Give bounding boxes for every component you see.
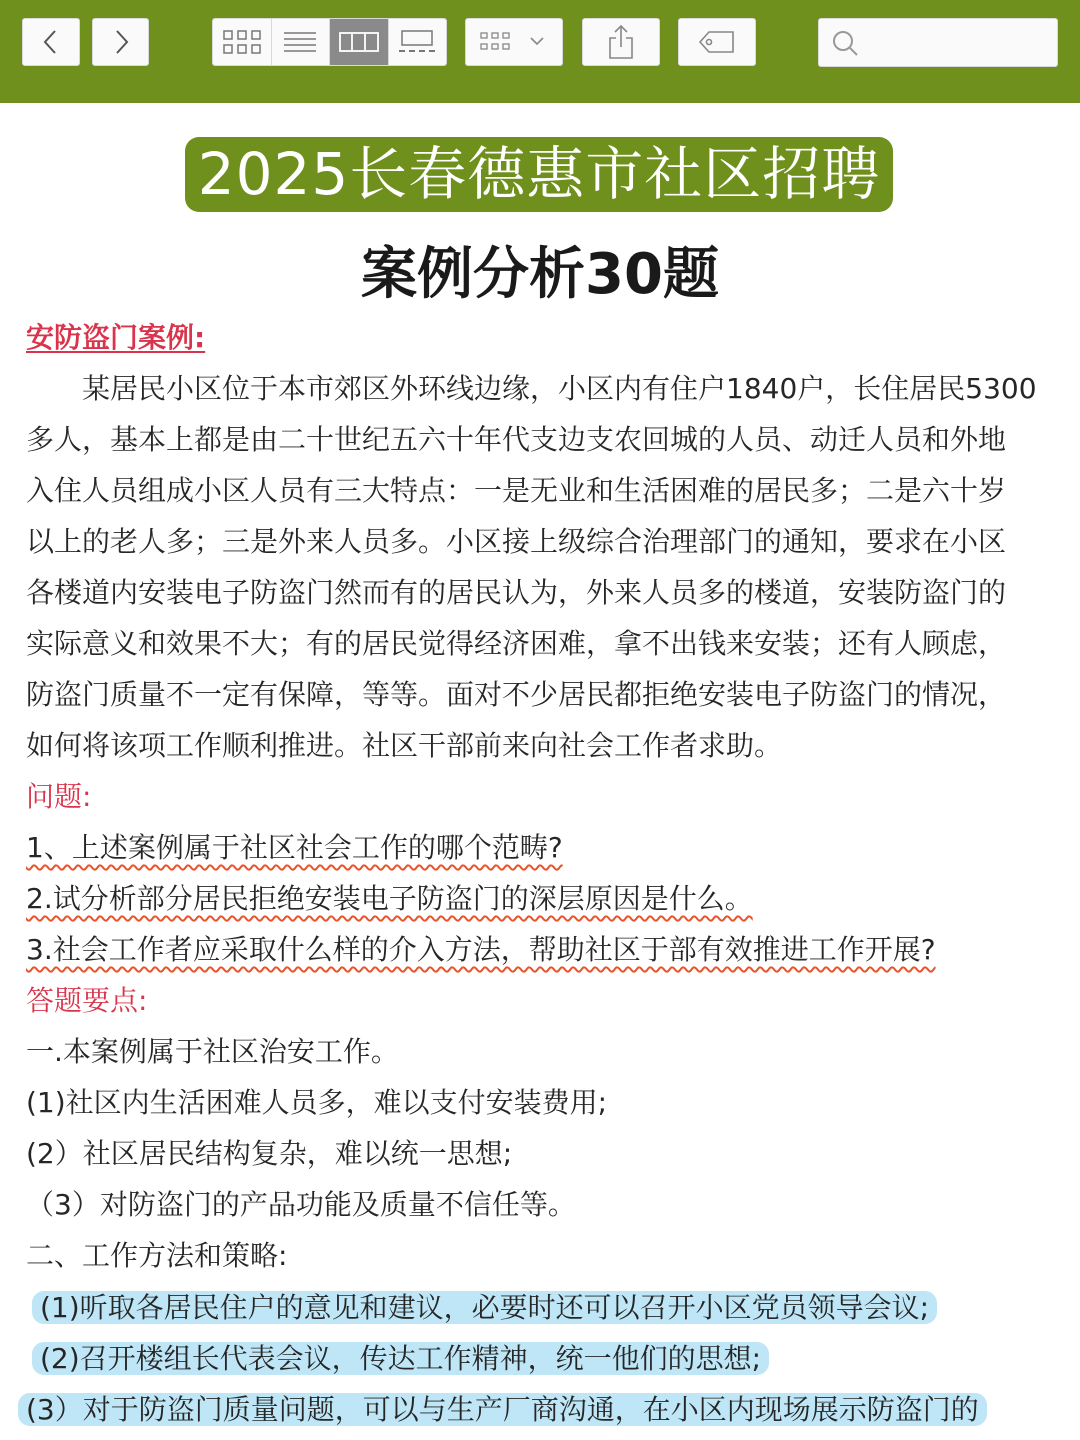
answer-item: (1)社区内生活困难人员多，难以支付安装费用; <box>26 1086 608 1119</box>
answer-item <box>18 1390 1068 1430</box>
case-paragraph-line: 入住人员组成小区人员有三大特点：一是无业和生活困难的居民多；二是六十岁 <box>26 474 1007 507</box>
answer-item <box>32 1339 1080 1379</box>
answer-item: (2）社区居民结构复杂，难以统一思想; <box>26 1137 513 1170</box>
questions-heading: 问题: <box>26 780 92 813</box>
search-input[interactable] <box>867 31 1041 54</box>
list-view-icon <box>283 30 317 54</box>
share-button[interactable] <box>582 18 660 66</box>
tag-icon <box>697 28 737 56</box>
answer-item: （3）对防盗门的产品功能及质量不信任等。 <box>26 1188 576 1221</box>
answer-section-title: 二、工作方法和策略: <box>26 1239 288 1272</box>
answers-heading: 答题要点: <box>26 984 148 1017</box>
chevron-left-icon <box>40 27 62 57</box>
group-dropdown-button[interactable] <box>465 18 563 66</box>
view-gallery-button[interactable] <box>389 19 447 65</box>
forward-button[interactable] <box>92 18 149 66</box>
case-paragraph-line: 实际意义和效果不大；有的居民觉得经济困难，拿不出钱来安装；还有人顾虑， <box>26 627 1007 660</box>
question-text: 2.试分析部分居民拒绝安装电子防盗门的深层原因是什么。 <box>26 882 753 915</box>
tag-button[interactable] <box>678 18 756 66</box>
question-item <box>26 879 1076 919</box>
case-paragraph-line: 防盗门质量不一定有保障，等等。面对不少居民都拒绝安装电子防盗门的情况， <box>26 678 1007 711</box>
question-item <box>26 828 1076 868</box>
case-paragraph-line: 多人，基本上都是由二十世纪五六十年代支边支农回城的人员、动迁人员和外地 <box>26 423 1007 456</box>
column-view-icon <box>339 31 379 53</box>
answer-item <box>32 1288 1080 1328</box>
highlighted-text: (2)召开楼组长代表会议，传达工作精神，统一他们的思想; <box>32 1342 769 1375</box>
question-item <box>26 930 1076 970</box>
highlighted-text: (3）对于防盗门质量问题，可以与生产厂商沟通，在小区内现场展示防盗门的 <box>18 1393 987 1426</box>
page-subtitle: 案例分析30题 <box>361 242 719 307</box>
page-title: 2025长春德惠市社区招聘 <box>185 137 893 212</box>
grid-view-icon <box>222 29 262 55</box>
question-text: 1、上述案例属于社区社会工作的哪个范畴? <box>26 831 563 864</box>
view-column-button[interactable] <box>330 19 389 65</box>
case-paragraph-line: 以上的老人多；三是外来人员多。小区接上级综合治理部门的通知，要求在小区 <box>26 525 1007 558</box>
case-paragraph-line: 某居民小区位于本市郊区外环线边缘，小区内有住户1840户，长住居民5300 <box>26 372 1037 405</box>
view-list-button[interactable] <box>272 19 331 65</box>
case-paragraph-line: 如何将该项工作顺利推进。社区干部前来向社会工作者求助。 <box>26 729 783 762</box>
question-text: 3.社会工作者应采取什么样的介入方法，帮助社区于部有效推进工作开展? <box>26 933 936 966</box>
back-button[interactable] <box>22 18 80 66</box>
search-field[interactable] <box>818 18 1058 67</box>
answer-section-title: 一.本案例属于社区治安工作。 <box>26 1035 399 1068</box>
case-paragraph-line: 各楼道内安装电子防盗门然而有的居民认为，外来人员多的楼道，安装防盗门的 <box>26 576 1007 609</box>
case-heading: 安防盗门案例: <box>26 321 206 354</box>
group-dropdown-icon <box>479 29 549 55</box>
view-mode-selector <box>212 18 447 66</box>
share-icon <box>606 24 636 60</box>
search-icon <box>831 29 859 57</box>
view-grid-button[interactable] <box>213 19 272 65</box>
toolbar <box>0 0 1080 103</box>
gallery-view-icon <box>398 29 436 55</box>
chevron-right-icon <box>110 27 132 57</box>
highlighted-text: (1)听取各居民住户的意见和建议，必要时还可以召开小区党员领导会议; <box>32 1291 937 1324</box>
